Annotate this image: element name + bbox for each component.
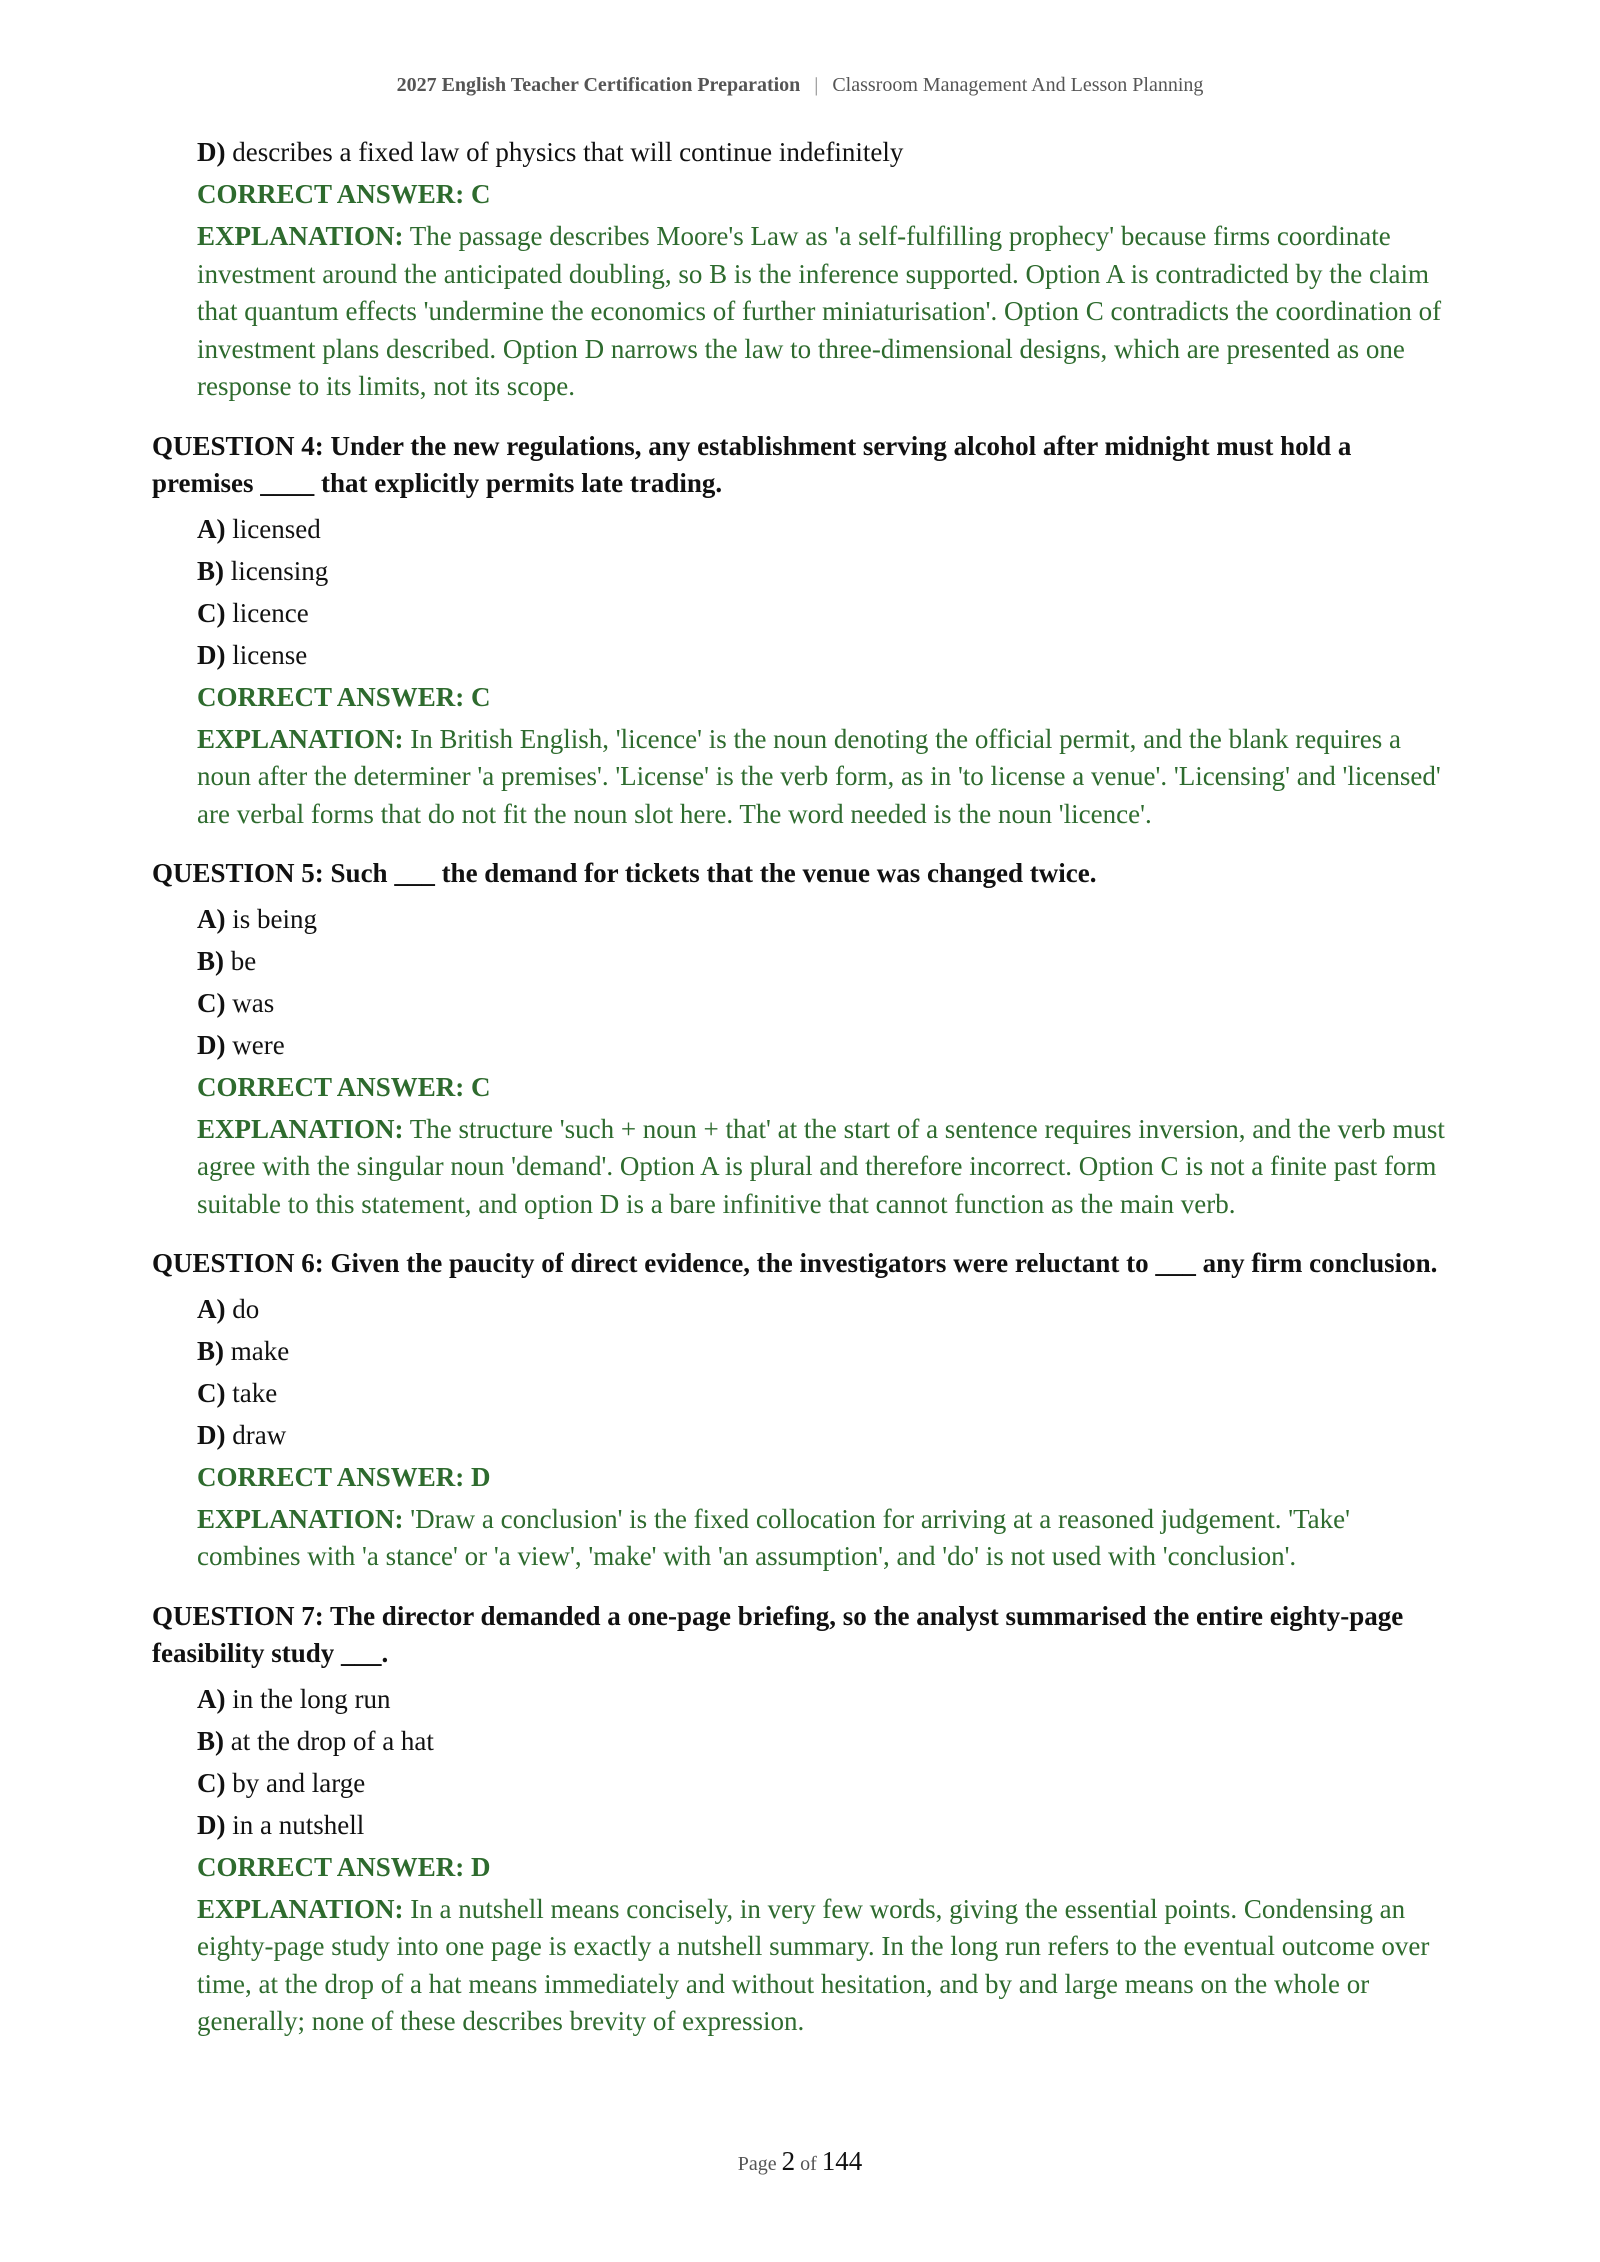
option-d bbox=[197, 1417, 1452, 1453]
header-subtitle: Classroom Management And Lesson Planning bbox=[832, 74, 1204, 96]
option-b bbox=[197, 1333, 1452, 1369]
option-c bbox=[197, 595, 1452, 631]
option-letter: D) bbox=[197, 639, 226, 670]
correct-answer: CORRECT ANSWER: C bbox=[197, 681, 491, 712]
explanation bbox=[197, 218, 1452, 406]
option-c bbox=[197, 1765, 1452, 1801]
explanation-text: 'Draw a conclusion' is the fixed collocation for arriving at a reasoned judgement. 'Take' combines with 'a stance' or 'a view', 'make' with 'an assumption', and 'do' is not used with 'conclusion'. bbox=[197, 1503, 1351, 1571]
page-number: 2 bbox=[781, 2146, 796, 2176]
option-letter: A) bbox=[197, 903, 226, 934]
option-letter: A) bbox=[197, 513, 226, 544]
option-b bbox=[197, 943, 1452, 979]
option-a bbox=[197, 511, 1452, 547]
option-d bbox=[197, 637, 1452, 673]
page-content bbox=[152, 134, 1452, 2063]
explanation-label: EXPLANATION: bbox=[197, 221, 404, 251]
option-text: be bbox=[230, 945, 257, 976]
explanation bbox=[197, 1111, 1452, 1224]
option-text: license bbox=[232, 639, 308, 670]
option-letter: C) bbox=[197, 987, 226, 1018]
option-letter: B) bbox=[197, 1725, 224, 1756]
explanation-text: In British English, 'licence' is the noun denoting the official permit, and the blank requires a noun after the determiner 'a premises'. 'License' is the verb form, as in 'to license a venue'. 'Licensing' and 'licensed' are verbal forms that do not fit the noun slot here. The word needed is the noun 'licence'. bbox=[197, 723, 1441, 829]
option-letter: B) bbox=[197, 555, 224, 586]
option-text: in a nutshell bbox=[232, 1809, 365, 1840]
option-d bbox=[197, 1027, 1452, 1063]
option-letter: D) bbox=[197, 1029, 226, 1060]
option-a bbox=[197, 901, 1452, 937]
option-text: was bbox=[232, 987, 275, 1018]
option-letter: B) bbox=[197, 1335, 224, 1366]
question-prompt: QUESTION 5: Such ___ the demand for tickets that the venue was changed twice. bbox=[152, 858, 1097, 888]
option-text: make bbox=[230, 1335, 290, 1366]
option-text: licensed bbox=[232, 513, 321, 544]
option-b bbox=[197, 553, 1452, 589]
correct-answer: CORRECT ANSWER: D bbox=[197, 1461, 491, 1492]
option-letter: D) bbox=[197, 1809, 226, 1840]
explanation-text: The structure 'such + noun + that' at the start of a sentence requires inversion, and the verb must agree with the singular noun 'demand'. Option A is plural and therefore incorrect. Option C is not a finite past form suitable to this statement, and option D is a bare infinitive that cannot function as the main verb. bbox=[197, 1113, 1445, 1219]
explanation bbox=[197, 1891, 1452, 2041]
option-text: describes a fixed law of physics that will continue indefinitely bbox=[232, 137, 904, 167]
explanation-label: EXPLANATION: bbox=[197, 1113, 404, 1144]
option-text: at the drop of a hat bbox=[230, 1725, 434, 1756]
option-text: licensing bbox=[230, 555, 329, 586]
explanation-label: EXPLANATION: bbox=[197, 1893, 404, 1924]
option-letter: A) bbox=[197, 1683, 226, 1714]
option-text: do bbox=[232, 1293, 260, 1324]
page-footer bbox=[0, 2146, 1600, 2177]
explanation-label: EXPLANATION: bbox=[197, 1503, 404, 1534]
explanation-text: The passage describes Moore's Law as 'a self-fulfilling prophecy' because firms coordinate investment around the anticipated doubling, so B is the inference supported. Option A is contradicted by the claim that quantum effects 'undermine the economics of further miniaturisation'. Option C contradicts the coordination of investment plans described. Option D narrows the law to three-dimensional designs, which are presented as one response to its limits, not its scope. bbox=[197, 221, 1442, 401]
option-letter: C) bbox=[197, 1767, 226, 1798]
page-label: Page bbox=[737, 2153, 777, 2175]
option-letter: D) bbox=[197, 137, 226, 167]
option-letter: C) bbox=[197, 1377, 226, 1408]
option-letter: B) bbox=[197, 945, 224, 976]
option-text: by and large bbox=[232, 1767, 366, 1798]
option-c bbox=[197, 1375, 1452, 1411]
correct-answer: CORRECT ANSWER: D bbox=[197, 1851, 491, 1882]
option-text: take bbox=[232, 1377, 278, 1408]
correct-answer: CORRECT ANSWER: C bbox=[197, 179, 491, 209]
option-text: is being bbox=[232, 903, 317, 934]
of-label: of bbox=[800, 2153, 817, 2175]
total-pages: 144 bbox=[821, 2146, 863, 2176]
option-d bbox=[197, 134, 1452, 170]
explanation-text: In a nutshell means concisely, in very few words, giving the essential points. Condensing an eighty-page study into one page is exactly a nutshell summary. In the long run refers to the eventual outcome over time, at the drop of a hat means immediately and without hesitation, and by and large means on the whole or generally; none of these describes brevity of expression. bbox=[197, 1893, 1430, 2036]
option-text: draw bbox=[232, 1419, 287, 1450]
option-text: were bbox=[232, 1029, 285, 1060]
header-separator: | bbox=[814, 74, 819, 96]
explanation-label: EXPLANATION: bbox=[197, 723, 404, 754]
option-a bbox=[197, 1291, 1452, 1327]
running-header bbox=[0, 74, 1600, 97]
question-prompt: QUESTION 6: Given the paucity of direct evidence, the investigators were reluctant to ___ any firm conclusion. bbox=[152, 1248, 1438, 1278]
option-letter: C) bbox=[197, 597, 226, 628]
option-letter: A) bbox=[197, 1293, 226, 1324]
option-b bbox=[197, 1723, 1452, 1759]
option-a bbox=[197, 1681, 1452, 1717]
option-letter: D) bbox=[197, 1419, 226, 1450]
explanation bbox=[197, 721, 1452, 834]
option-text: in the long run bbox=[232, 1683, 391, 1714]
explanation bbox=[197, 1501, 1452, 1576]
option-c bbox=[197, 985, 1452, 1021]
option-d bbox=[197, 1807, 1452, 1843]
question-prompt: QUESTION 4: Under the new regulations, any establishment serving alcohol after midnight must hold a premises ____ that explicitly permits late trading. bbox=[152, 430, 1352, 498]
question-prompt: QUESTION 7: The director demanded a one-page briefing, so the analyst summarised the entire eighty-page feasibility study ___. bbox=[152, 1600, 1404, 1668]
header-title: 2027 English Teacher Certification Preparation bbox=[396, 74, 801, 96]
correct-answer: CORRECT ANSWER: C bbox=[197, 1071, 491, 1102]
option-text: licence bbox=[232, 597, 309, 628]
